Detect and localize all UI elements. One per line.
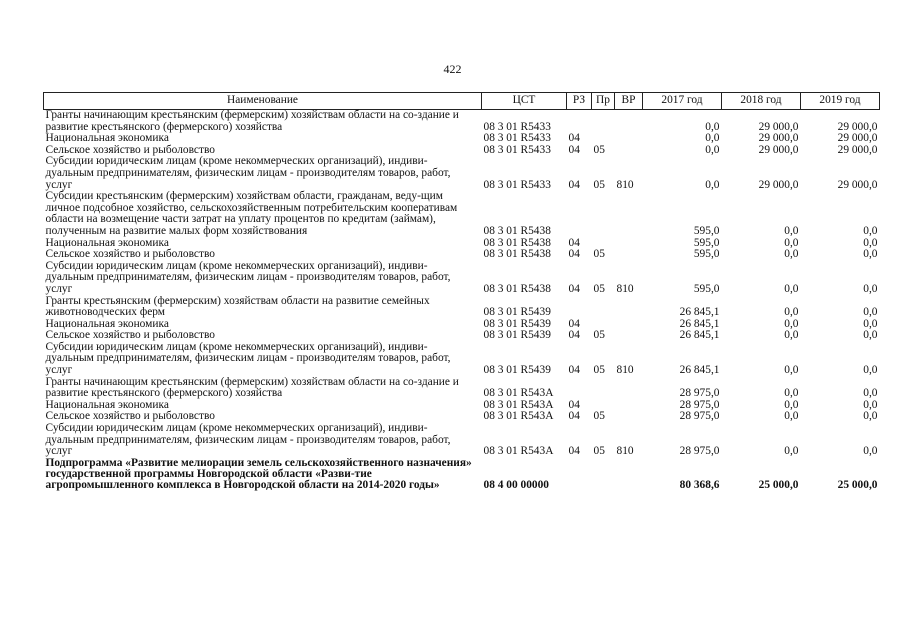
row-pr: 05	[593, 282, 605, 295]
row-2018: 0,0	[784, 248, 799, 261]
row-2018: 29 000,0	[758, 120, 799, 133]
row-name: Субсидии крестьянским (фермерским) хозяйствам области, гражданам, веду-щим личное подсобное хозяйство, сельскохозяйственным потребительским кооперативам области на возмещение части затрат на уплату процентов по кредитам (займам), полученным на развитие малых форм хозяйствования	[45, 190, 458, 237]
row-rz: 04	[568, 445, 580, 458]
row-rz: 04	[568, 398, 580, 411]
row-name: Сельское хозяйство и рыболовство	[45, 329, 215, 342]
row-name: Субсидии юридическим лицам (кроме некоммерческих организаций), индиви-дуальным предпринимателям, физическим лицам - производителям товаров, работ, услуг	[45, 340, 451, 377]
row-vr: 810	[616, 178, 634, 191]
row-pr: 05	[593, 248, 605, 261]
row-2019: 0,0	[863, 236, 878, 249]
row-2018: 0,0	[784, 236, 799, 249]
table-row	[44, 110, 880, 134]
row-cst: 08 3 01 R543A	[483, 398, 554, 411]
row-rz: 04	[568, 364, 580, 377]
row-name: Сельское хозяйство и рыболовство	[45, 248, 215, 261]
row-2017: 0,0	[705, 132, 720, 145]
row-vr	[615, 296, 643, 319]
row-2018: 29 000,0	[758, 143, 799, 156]
row-2018: 0,0	[784, 398, 799, 411]
table-row	[44, 249, 880, 261]
row-vr: 810	[616, 364, 634, 377]
row-rz: 04	[568, 143, 580, 156]
table-row	[44, 458, 880, 492]
row-pr	[592, 296, 615, 319]
row-rz	[567, 458, 592, 492]
row-cst: 08 3 01 R5438	[483, 236, 551, 249]
row-name: Гранты начинающим крестьянским (фермерским) хозяйствам области на со-здание и развитие крестьянского (фермерского) хозяйства	[45, 375, 459, 400]
header-vr: ВР	[615, 93, 643, 110]
row-vr	[615, 238, 643, 250]
row-2018: 0,0	[784, 224, 799, 237]
header-row	[44, 93, 880, 110]
row-pr	[592, 110, 615, 134]
row-rz: 04	[568, 329, 580, 342]
row-2019: 29 000,0	[837, 178, 878, 191]
header-2018: 2018 год	[722, 93, 801, 110]
table-row	[44, 423, 880, 458]
row-2019: 0,0	[863, 282, 878, 295]
row-name: Субсидии юридическим лицам (кроме некоммерческих организаций), индиви-дуальным предпринимателям, физическим лицам - производителям товаров, работ, услуг	[45, 422, 451, 458]
row-cst: 08 3 01 R543A	[483, 387, 554, 400]
row-name: Национальная экономика	[45, 236, 169, 249]
row-2018: 0,0	[784, 282, 799, 295]
row-2019: 25 000,0	[837, 478, 878, 491]
row-pr: 05	[593, 410, 605, 423]
row-pr	[592, 191, 615, 237]
header-rz: РЗ	[567, 93, 592, 110]
row-cst: 08 3 01 R5438	[483, 248, 551, 261]
row-2017: 26 845,1	[679, 317, 720, 330]
row-cst: 08 4 00 00000	[483, 478, 549, 491]
row-cst: 08 3 01 R5439	[483, 364, 551, 377]
row-2017: 0,0	[705, 120, 720, 133]
row-vr	[615, 249, 643, 261]
row-name: Национальная экономика	[45, 132, 169, 145]
row-2017: 28 975,0	[679, 410, 720, 423]
row-vr	[615, 191, 643, 237]
row-cst: 08 3 01 R5433	[483, 178, 551, 191]
row-name: Сельское хозяйство и рыболовство	[45, 410, 215, 423]
row-vr	[615, 377, 643, 400]
row-cst: 08 3 01 R5439	[483, 329, 551, 342]
table-row	[44, 377, 880, 400]
row-2019: 0,0	[863, 306, 878, 319]
row-name: Национальная экономика	[45, 398, 169, 411]
row-rz	[567, 110, 592, 134]
row-vr	[615, 400, 643, 412]
row-vr	[615, 458, 643, 492]
row-cst: 08 3 01 R5433	[483, 132, 551, 145]
row-name: Субсидии юридическим лицам (кроме некоммерческих организаций), индиви-дуальным предпринимателям, физическим лицам - производителям товаров, работ, услуг	[45, 155, 451, 191]
row-pr	[592, 377, 615, 400]
row-cst: 08 3 01 R5438	[483, 224, 551, 237]
row-rz	[567, 377, 592, 400]
row-cst: 08 3 01 R5439	[483, 306, 551, 319]
row-2018: 0,0	[784, 317, 799, 330]
page-number: 422	[443, 62, 462, 76]
row-2018: 0,0	[784, 306, 799, 319]
row-rz: 04	[568, 282, 580, 295]
row-cst: 08 3 01 R543A	[483, 445, 554, 458]
row-2019: 29 000,0	[837, 120, 878, 133]
row-2018: 0,0	[784, 387, 799, 400]
row-pr	[592, 458, 615, 492]
row-2019: 0,0	[863, 329, 878, 342]
row-2017: 28 975,0	[679, 445, 720, 458]
row-vr: 810	[616, 445, 634, 458]
row-2017: 26 845,1	[679, 306, 720, 319]
row-name: Гранты крестьянским (фермерским) хозяйствам области на развитие семейных животноводческих ферм	[45, 294, 430, 319]
row-2019: 0,0	[863, 445, 878, 458]
row-cst: 08 3 01 R5439	[483, 317, 551, 330]
table-row	[44, 191, 880, 237]
row-2017: 28 975,0	[679, 398, 720, 411]
header-name: Наименование	[44, 93, 482, 110]
row-rz: 04	[568, 178, 580, 191]
row-2018: 29 000,0	[758, 178, 799, 191]
table-row	[44, 296, 880, 319]
row-vr	[615, 319, 643, 331]
row-cst: 08 3 01 R5433	[483, 120, 551, 133]
row-pr: 05	[593, 143, 605, 156]
row-2019: 29 000,0	[837, 132, 878, 145]
row-pr: 05	[593, 364, 605, 377]
row-cst: 08 3 01 R5438	[483, 282, 551, 295]
row-2018: 0,0	[784, 329, 799, 342]
row-2017: 26 845,1	[679, 364, 720, 377]
row-vr	[615, 133, 643, 145]
row-2018: 0,0	[784, 364, 799, 377]
row-2017: 595,0	[693, 224, 720, 237]
row-2019: 0,0	[863, 387, 878, 400]
row-cst: 08 3 01 R543A	[483, 410, 554, 423]
row-name: Субсидии юридическим лицам (кроме некоммерческих организаций), индиви-дуальным предпринимателям, физическим лицам - производителям товаров, работ, услуг	[45, 259, 451, 295]
row-2018: 0,0	[784, 445, 799, 458]
row-2017: 595,0	[693, 236, 720, 249]
row-rz: 04	[568, 248, 580, 261]
row-name: Сельское хозяйство и рыболовство	[45, 143, 215, 156]
row-pr: 05	[593, 178, 605, 191]
row-vr	[615, 110, 643, 134]
row-2018: 0,0	[784, 410, 799, 423]
row-rz: 04	[568, 317, 580, 330]
table-body	[44, 110, 880, 492]
row-2019: 0,0	[863, 398, 878, 411]
row-2017: 595,0	[693, 282, 720, 295]
table-row	[44, 261, 880, 296]
header-2019: 2019 год	[801, 93, 880, 110]
row-2017: 28 975,0	[679, 387, 720, 400]
row-vr	[615, 145, 643, 157]
row-2017: 0,0	[705, 178, 720, 191]
row-2019: 0,0	[863, 248, 878, 261]
header-cst: ЦСТ	[482, 93, 567, 110]
row-2018: 29 000,0	[758, 132, 799, 145]
row-2018: 25 000,0	[758, 478, 799, 491]
row-rz: 04	[568, 132, 580, 145]
row-name: Национальная экономика	[45, 317, 169, 330]
row-rz	[567, 296, 592, 319]
row-vr: 810	[616, 282, 634, 295]
table-row	[44, 156, 880, 191]
row-2017: 0,0	[705, 143, 720, 156]
row-2019: 0,0	[863, 317, 878, 330]
row-vr	[615, 411, 643, 423]
header-2017: 2017 год	[643, 93, 722, 110]
header-pr: Пр	[592, 93, 615, 110]
row-rz: 04	[568, 410, 580, 423]
row-pr: 05	[593, 445, 605, 458]
row-2019: 0,0	[863, 364, 878, 377]
row-2017: 80 368,6	[679, 478, 720, 491]
row-name: Подпрограмма «Развитие мелиорации земель сельскохозяйственного назначения» государственной программы Новгородской области «Разви-тие агропромышленного комплекса в Новгородской области на 2014-2020 годы»	[45, 456, 472, 492]
row-rz: 04	[568, 236, 580, 249]
budget-table	[43, 92, 880, 491]
row-vr	[615, 330, 643, 342]
row-name: Гранты начинающим крестьянским (фермерским) хозяйствам области на со-здание и развитие крестьянского (фермерского) хозяйства	[45, 109, 459, 133]
row-pr: 05	[593, 329, 605, 342]
row-2019: 0,0	[863, 224, 878, 237]
row-rz	[567, 191, 592, 237]
row-2017: 26 845,1	[679, 329, 720, 342]
row-2019: 0,0	[863, 410, 878, 423]
table-row	[44, 342, 880, 377]
row-cst: 08 3 01 R5433	[483, 143, 551, 156]
row-2017: 595,0	[693, 248, 720, 261]
row-2019: 29 000,0	[837, 143, 878, 156]
